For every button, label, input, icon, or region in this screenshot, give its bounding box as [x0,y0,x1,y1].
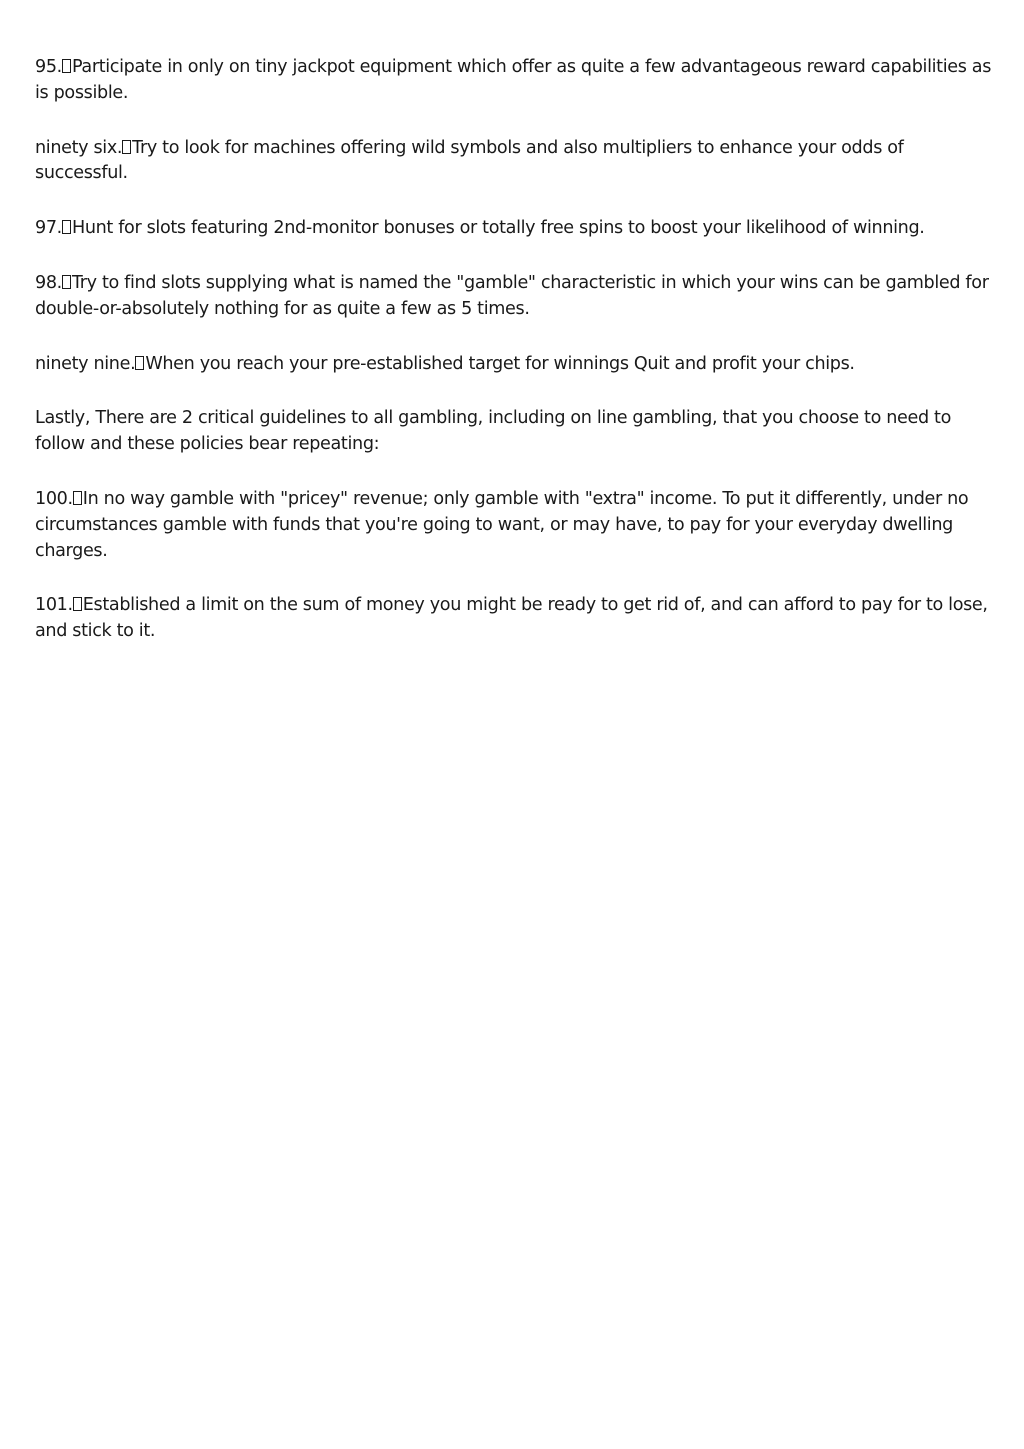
item-text: to find slots supplying what is named the "gamble" characteristic in which your wins can be gambled for double-or-absolutely nothing for as quite a few as 5 times. [35,272,989,319]
item-lead-word: Try [71,272,97,293]
paragraph-text: Lastly, There are 2 critical guidelines to all gambling, including on line gambling, that you choose to need to follow and these policies bear repeating: [35,408,952,455]
item-number: ninety six. [35,137,123,158]
item-text: for slots featuring 2nd-monitor bonuses or totally free spins to boost your likelihood of winning. [112,218,925,239]
item-number: ninety nine. [35,353,136,374]
list-item-98 [35,271,1000,323]
missing-glyph-icon [135,356,144,370]
document-body [35,55,1000,674]
item-number: 101. [35,595,73,616]
missing-glyph-icon [73,597,82,611]
item-text: a limit on the sum of money you might be ready to get rid of, and can afford to pay for to lose, and stick to it. [35,595,988,642]
list-item-101 [35,593,1000,645]
item-lead-word: When [145,353,195,374]
item-number: 97. [35,218,62,239]
missing-glyph-icon [62,275,71,289]
item-text: you reach your pre-established target for winnings Quit and profit your chips. [194,353,855,374]
item-number: 95. [35,57,62,77]
list-item-99 [35,352,1000,378]
item-lead-word: Hunt [71,218,113,239]
list-item-96 [35,136,1000,188]
item-number: 98. [35,272,62,293]
list-item-100 [35,487,1000,564]
item-lead-word: Participate [71,57,162,77]
item-lead-word: Try [132,137,157,158]
list-item-97 [35,216,1000,242]
item-number: 100. [35,488,73,509]
item-text: to look for machines offering wild symbols and also multipliers to enhance your odds of successful. [35,137,904,184]
missing-glyph-icon [73,491,82,505]
list-item-95 [35,55,1000,107]
missing-glyph-icon [62,59,71,73]
item-lead-word: In [82,488,99,509]
missing-glyph-icon [62,220,71,234]
item-text: in only on tiny jackpot equipment which offer as quite a few advantageous reward capabilities as is possible. [35,57,992,103]
item-lead-word: Established [82,595,181,616]
item-text: no way gamble with "pricey" revenue; only gamble with "extra" income. To put it differently, under no circumstances gamble with funds that you're going to want, or may have, to pay for your everyday dwelling charges. [35,488,969,561]
missing-glyph-icon [122,140,131,154]
